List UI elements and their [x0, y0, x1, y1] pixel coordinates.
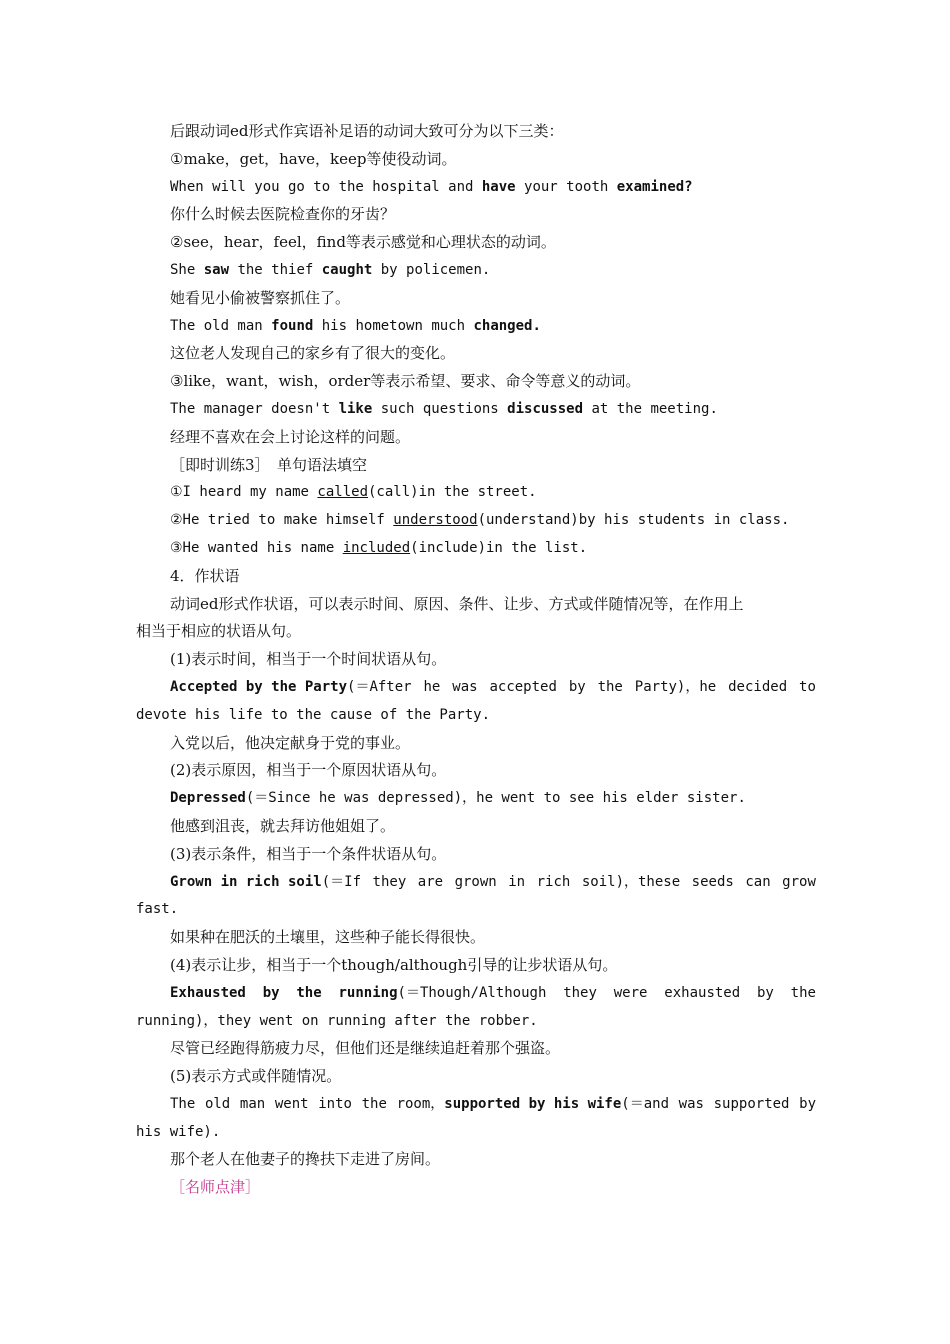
subheading-concession: (4)表示让步，相当于一个though/although引导的让步状语从句。: [170, 955, 618, 974]
example-sentence-continued: running)，they went on running after the robber.: [136, 1012, 538, 1029]
subheading-time: (1)表示时间，相当于一个时间状语从句。: [170, 650, 447, 669]
example-sentence: The old man went into the room，supported by his wife(＝and was supported by: [170, 1095, 816, 1112]
example-sentence-continued: his wife).: [136, 1123, 221, 1140]
translation: 这位老人发现自己的家乡有了很大的变化。: [170, 344, 456, 363]
translation: 她看见小偷被警察抓住了。: [170, 288, 351, 307]
category-3: ③like，want，wish，order等表示希望、要求、命令等意义的动词。: [170, 372, 641, 391]
example-sentence: When will you go to the hospital and have your tooth examined?: [170, 178, 693, 195]
translation: 入党以后，他决定献身于党的事业。: [170, 733, 411, 752]
section-heading: 4．作状语: [170, 566, 240, 585]
category-2: ②see，hear，feel，find等表示感觉和心理状态的动词。: [170, 233, 556, 252]
example-sentence: Grown in rich soil(＝If they are grown in rich soil)，these seeds can grow: [170, 873, 816, 890]
example-sentence-continued: devote his life to the cause of the Party.: [136, 706, 491, 723]
example-sentence: Depressed(＝Since he was depressed)，he went to see his elder sister.: [170, 790, 746, 807]
translation: 他感到沮丧，就去拜访他姐姐了。: [170, 816, 396, 835]
translation: 你什么时候去医院检查你的牙齿？: [170, 205, 396, 224]
category-1: ①make，get，have，keep等使役动词。: [170, 149, 457, 168]
example-sentence: The manager doesn't like such questions discussed at the meeting.: [170, 400, 718, 417]
intro-line: 后跟动词ed形式作宾语补足语的动词大致可分为以下三类：: [170, 122, 564, 140]
translation: 经理不喜欢在会上讨论这样的问题。: [170, 427, 411, 446]
answer: called: [317, 484, 368, 501]
answer: understood: [393, 512, 478, 529]
subheading-reason: (2)表示原因，相当于一个原因状语从句。: [170, 761, 447, 780]
exercise-item: ③He wanted his name included(include)in the list.: [170, 539, 588, 556]
subheading-condition: (3)表示条件，相当于一个条件状语从句。: [170, 844, 447, 863]
paragraph: 动词ed形式作状语，可以表示时间、原因、条件、让步、方式或伴随情况等，在作用上: [170, 594, 744, 613]
example-sentence-continued: fast.: [136, 901, 179, 918]
exercise-item: ②He tried to make himself understood(understand)by his students in class.: [170, 512, 790, 529]
answer: included: [342, 539, 411, 556]
document-page: [136, 118, 816, 1202]
subheading-manner: (5)表示方式或伴随情况。: [170, 1067, 342, 1086]
translation: 那个老人在他妻子的搀扶下走进了房间。: [170, 1150, 441, 1169]
example-sentence: The old man found his hometown much changed.: [170, 317, 541, 334]
teacher-tip-heading: ［名师点津］: [170, 1178, 261, 1197]
exercise-heading: ［即时训练3］ 单句语法填空: [170, 455, 368, 474]
example-sentence: Accepted by the Party(＝After he was accepted by the Party)，he decided to: [170, 678, 816, 695]
translation: 尽管已经跑得筋疲力尽，但他们还是继续追赶着那个强盗。: [170, 1039, 561, 1058]
example-sentence: Exhausted by the running(＝Though/Although they were exhausted by the: [170, 984, 816, 1001]
exercise-item: ①I heard my name called(call)in the street.: [170, 484, 537, 501]
paragraph-continued: 相当于相应的状语从句。: [136, 622, 302, 641]
translation: 如果种在肥沃的土壤里，这些种子能长得很快。: [170, 928, 486, 947]
example-sentence: She saw the thief caught by policemen.: [170, 261, 491, 278]
